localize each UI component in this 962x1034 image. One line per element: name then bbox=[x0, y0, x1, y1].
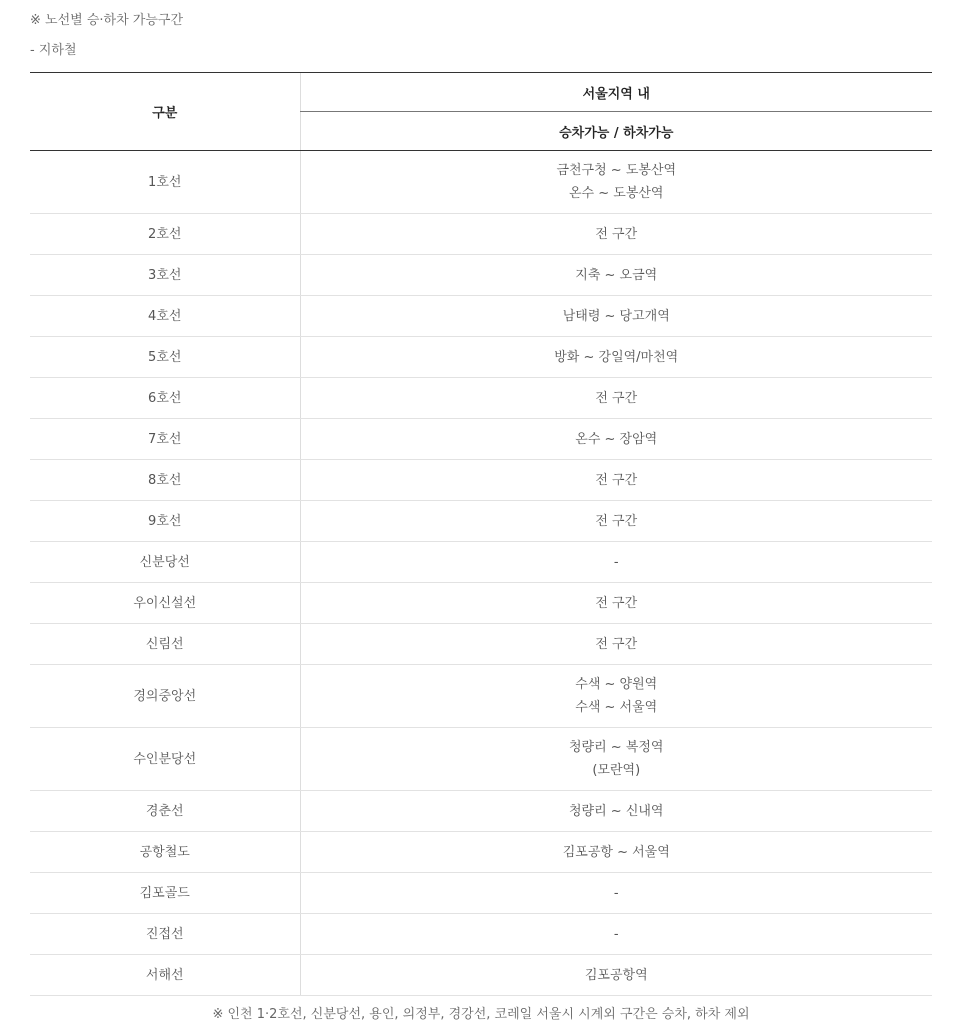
section-text: 전 구간 bbox=[595, 513, 638, 529]
section-cell bbox=[300, 378, 932, 419]
line-name-cell: 7호선 bbox=[30, 419, 300, 460]
line-name-cell: 1호선 bbox=[30, 151, 300, 214]
table-row bbox=[30, 728, 932, 791]
section-cell bbox=[300, 955, 932, 996]
table-row bbox=[30, 151, 932, 214]
table-row bbox=[30, 255, 932, 296]
header-boarding-alighting: 승차가능 / 하차가능 bbox=[300, 112, 932, 151]
section-text: 청량리 ~ 신내역 bbox=[568, 803, 664, 819]
section-text: - bbox=[613, 885, 619, 901]
line-name-cell: 우이신설선 bbox=[30, 583, 300, 624]
section-text: 전 구간 bbox=[595, 472, 638, 488]
header-gubun: 구분 bbox=[30, 73, 300, 151]
section-text: 지축 ~ 오금역 bbox=[575, 267, 658, 283]
section-cell bbox=[300, 542, 932, 583]
table-row bbox=[30, 583, 932, 624]
line-name-cell: 서해선 bbox=[30, 955, 300, 996]
line-name-cell: 5호선 bbox=[30, 337, 300, 378]
section-subtitle-subway: - 지하철 bbox=[30, 43, 77, 58]
section-text: 금천구청 ~ 도봉산역 bbox=[556, 163, 677, 178]
section-cell bbox=[300, 624, 932, 665]
section-text: 전 구간 bbox=[595, 636, 638, 652]
table-row bbox=[30, 832, 932, 873]
section-cell bbox=[300, 914, 932, 955]
table-row bbox=[30, 214, 932, 255]
table-header bbox=[30, 73, 932, 151]
section-cell bbox=[300, 832, 932, 873]
line-name-cell: 4호선 bbox=[30, 296, 300, 337]
section-text: 전 구간 bbox=[595, 390, 638, 406]
section-text: 방화 ~ 강일역/마천역 bbox=[554, 349, 679, 365]
section-cell bbox=[300, 501, 932, 542]
section-cell bbox=[300, 791, 932, 832]
line-name-cell: 수인분당선 bbox=[30, 728, 300, 791]
section-text: 수색 ~ 양원역 bbox=[575, 677, 658, 692]
section-text: 전 구간 bbox=[595, 595, 638, 611]
line-name-cell: 경의중앙선 bbox=[30, 665, 300, 728]
section-text: 온수 ~ 장암역 bbox=[575, 431, 658, 447]
line-name-cell: 6호선 bbox=[30, 378, 300, 419]
section-text: 남태령 ~ 당고개역 bbox=[562, 308, 670, 324]
section-text: 온수 ~ 도봉산역 bbox=[568, 186, 664, 201]
section-cell bbox=[300, 460, 932, 501]
section-cell bbox=[300, 337, 932, 378]
section-cell bbox=[300, 255, 932, 296]
header-seoul-region: 서울지역 내 bbox=[300, 73, 932, 112]
line-name-cell: 경춘선 bbox=[30, 791, 300, 832]
section-cell bbox=[300, 419, 932, 460]
section-cell bbox=[300, 665, 932, 728]
line-name-cell: 김포골드 bbox=[30, 873, 300, 914]
section-cell bbox=[300, 728, 932, 791]
line-name-cell: 9호선 bbox=[30, 501, 300, 542]
section-text: 수색 ~ 서울역 bbox=[575, 700, 658, 715]
table-row bbox=[30, 624, 932, 665]
section-text: (모란역) bbox=[592, 763, 641, 778]
section-cell bbox=[300, 873, 932, 914]
table-row bbox=[30, 665, 932, 728]
section-text: - bbox=[613, 554, 619, 570]
table-row bbox=[30, 791, 932, 832]
section-cell bbox=[300, 214, 932, 255]
section-text: 김포공항 ~ 서울역 bbox=[562, 844, 670, 860]
line-name-cell: 진접선 bbox=[30, 914, 300, 955]
line-name-cell: 신분당선 bbox=[30, 542, 300, 583]
table-row bbox=[30, 542, 932, 583]
availability-note: ※ 노선별 승·하차 가능구간 bbox=[30, 13, 184, 28]
section-text: - bbox=[613, 926, 619, 942]
section-cell bbox=[300, 583, 932, 624]
section-text: 김포공항역 bbox=[584, 967, 648, 983]
table-row bbox=[30, 337, 932, 378]
line-name-cell: 신림선 bbox=[30, 624, 300, 665]
table-row bbox=[30, 501, 932, 542]
table-row bbox=[30, 419, 932, 460]
exclusion-note: ※ 인천 1·2호선, 신분당선, 용인, 의정부, 경강선, 코레일 서울시 시계외 구간은 승차, 하차 제외 bbox=[212, 1007, 750, 1022]
subway-section-table bbox=[30, 72, 932, 996]
section-cell bbox=[300, 296, 932, 337]
table-body bbox=[30, 151, 932, 996]
table-row bbox=[30, 460, 932, 501]
line-name-cell: 8호선 bbox=[30, 460, 300, 501]
section-cell bbox=[300, 151, 932, 214]
table-row bbox=[30, 378, 932, 419]
table-row bbox=[30, 296, 932, 337]
section-text: 청량리 ~ 복정역 bbox=[568, 740, 664, 755]
section-text: 전 구간 bbox=[595, 226, 638, 242]
line-name-cell: 3호선 bbox=[30, 255, 300, 296]
table-row bbox=[30, 955, 932, 996]
table-row bbox=[30, 914, 932, 955]
line-name-cell: 공항철도 bbox=[30, 832, 300, 873]
line-name-cell: 2호선 bbox=[30, 214, 300, 255]
table-row bbox=[30, 873, 932, 914]
